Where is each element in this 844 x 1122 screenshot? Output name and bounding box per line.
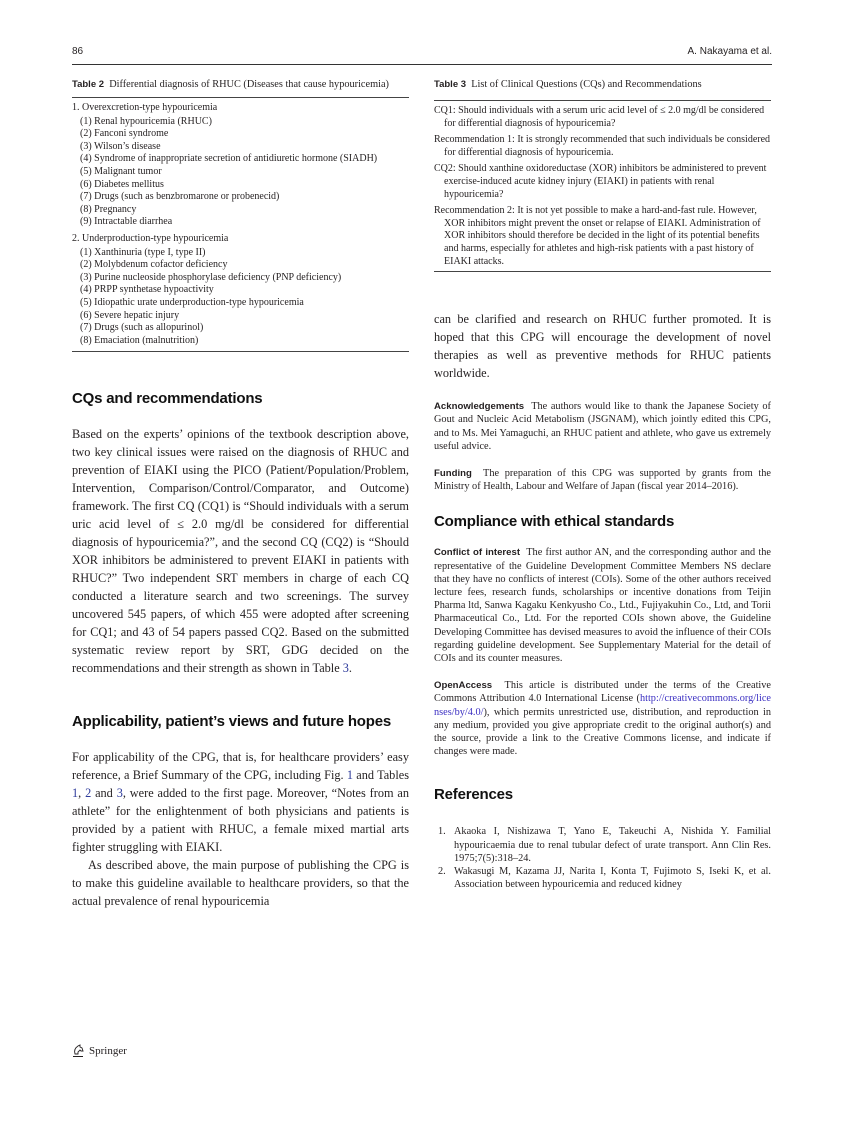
section-heading-cqs: CQs and recommendations [72,390,263,408]
group-heading: 1. Overexcretion-type hypouricemia [72,102,218,113]
applicability-paragraph-2: As described above, the main purpose of publishing the CPG is to make this guideline available to healthcare providers, so that the actual prevalence of renal hypouricemia [72,858,409,909]
table-item: (7) Drugs (such as allopurinol) [80,322,204,334]
table-item: (8) Pregnancy [80,203,137,215]
license-link[interactable]: http://creativecommons.org/licenses/by/4.0/ [434,693,771,718]
table-item: (6) Severe hepatic injury [80,309,180,321]
table-3 [434,78,771,272]
acknowledgements-label: Acknowledgements [434,401,525,413]
table-3-caption [434,78,771,91]
running-authors: A. Nakayama et al. [687,46,772,57]
cqs-paragraph: Based on the experts’ opinions of the textbook description above, two key clinical issues were raised on the diagnosis of RHUC and prevention of EIAKI using the PICO (Patient/Population/Problem, Intervention, Comparison/Control/Comparator, and Outcome) framework. The first CQ (CQ1) is “Should individuals with a serum uric acid level of ≤ 2.0 mg/dl be considered for differential diagnosis of hypouricemia?”, and the second CQ (CQ2) is “Should XOR inhibitors be administered to prevent EIAKI in patients with RHUC?” Two independent SRT members in charge of each CQ conducted a literature search and two screenings. The survey uncovered 545 papers, of which 455 were adopted after screening for CQ1; and 43 of 54 papers passed CQ2. Based on the submitted systematic review report by SRT, GDG decided on the recommendations and their strength as shown in Table 3. [72,427,409,676]
references-list [434,825,771,891]
running-header [72,46,772,60]
recommendation-2-entry: Recommendation 2: It is not yet possible to make a hard-and-fast rule. However, XOR inhibitors might prevent the onset or relapse of EIAKI. Administration of XOR inhibitors should therefore be decided in the light of its potential benefits and harms, especially for athletes and high-risk patients with a past history of EIAKI attacks. [434,205,761,267]
table-2-group [72,233,409,347]
group-heading: 2. Underproduction-type hypouricemia [72,232,229,244]
table-2-body [72,102,409,347]
open-access: OpenAccess This article is distributed under the terms of the Creative Commons Attribution 4.0 International License (http://creativecommons.org/licenses/by/4.0/), which permits unrestricted use, distribution, and reproduction in any medium, provided you give appropriate credit to the original author(s) and the source, provide a link to the Creative Commons license, and indicate if changes were made. [434,680,772,758]
reference-item: 1. Akaoka I, Nishizawa T, Yano E, Takeuchi A, Nishida Y. Familial hypouricaemia due to renal tubular defect of urate transport. Ann Clin Res. 1975;7(5):318–24. [438,826,771,864]
table-3-caption-text: List of Clinical Questions (CQs) and Recommendations [471,79,702,90]
table-item: (1) Xanthinuria (type I, type II) [80,246,206,258]
applicability-paragraph: For applicability of the CPG, that is, for healthcare providers’ easy reference, a Brief Summary of the CPG, including Fig. 1 and Tables 1, 2 and 3, were added to the first page. Moreover, “Notes from an athlete” for the enlightenment of both physicians and patients is provided by a patient with RHUC, a female mixed martial arts fighter struggling with EIAKI. [72,750,409,855]
publisher-name: Springer [89,1045,127,1057]
table-3-label: Table 3 [434,79,467,90]
table-item: (5) Malignant tumor [80,165,162,177]
funding-label: Funding [434,467,472,479]
table-rule-top [72,97,409,98]
right-column [434,78,771,891]
publisher-footer [72,1044,127,1058]
page-number: 86 [72,46,84,57]
table-2-group [72,102,409,229]
section-heading-applicability: Applicability, patient’s views and future hopes [72,713,391,731]
reference-item: 2. Wakasugi M, Kazama JJ, Narita I, Konta T, Fujimoto S, Iseki K, et al. Association between hypouricemia and reduced kidney [438,866,771,891]
table-rule-bottom [434,271,771,272]
acknowledgements: Acknowledgements The authors would like to thank the Japanese Society of Gout and Nucleic Acid Metabolism (JSGNAM), which jointly edited this CPG, and to Ms. Mei Yamaguchi, an RHUC patient and athlete, who gave us extremely useful advice. [434,401,771,452]
table-item: (7) Drugs (such as benzbromarone or probenecid) [80,191,280,203]
table-2-caption-text: Differential diagnosis of RHUC (Diseases that cause hypouricemia) [109,79,389,90]
section-heading-compliance: Compliance with ethical standards [434,513,675,531]
table-2-link[interactable]: 2 [85,786,92,801]
table-item: (9) Intractable diarrhea [80,216,173,228]
table-item: (2) Fanconi syndrome [80,128,169,140]
applicability-paragraph-2-continued: can be clarified and research on RHUC further promoted. It is hoped that this CPG will encourage the development of novel therapies as well as preventive methods for RHUC patients worldwide. [434,312,771,381]
section-heading-references: References [434,786,513,804]
table-item: (8) Emaciation (malnutrition) [80,334,199,346]
table-3-link[interactable]: 3 [116,786,123,801]
table-item: (4) PRPP synthetase hypoactivity [80,284,214,296]
table-item: (2) Molybdenum cofactor deficiency [80,259,228,271]
table-2-caption [72,78,409,91]
table-2-label: Table 2 [72,79,105,90]
table-2 [72,78,409,352]
left-column [72,78,409,910]
table-item: (5) Idiopathic urate underproduction-type hypouricemia [80,296,304,308]
table-item: (6) Diabetes mellitus [80,178,164,190]
conflict-of-interest: Conflict of interest The first author AN, and the corresponding author and the representative of the Guideline Development Committee Members NS declare that they have no conflicts of interest (COIs). Some of the other authors received lecture fees, research funds, scholarships or incentive donations from Teijin Pharma ltd, Sanwa Kagaku Kenkyusho Co., Ltd., Fujiyakuhin Co., Ltd, and Torii Pharmaceutical Co., Ltd. For the reported COIs shown above, the Guideline Developing Committee has devised measures to avoid the influence of their COIs regarding guideline development. See Supplementary Material for the detail of COIs and its counter measures. [434,547,771,664]
table-3-body [434,105,771,268]
open-access-label: OpenAccess [434,680,493,692]
table-item: (3) Purine nucleoside phosphorylase deficiency (PNP deficiency) [80,271,342,283]
fig-1-link[interactable]: 1 [346,768,354,783]
table-item: (1) Renal hypouricemia (RHUC) [80,115,212,127]
recommendation-1-entry: Recommendation 1: It is strongly recommended that such individuals be considered for differential diagnosis of hypouricemia. [434,134,771,158]
table-rule-top [434,100,771,101]
springer-horse-icon [72,1044,85,1058]
table-item: (3) Wilson’s disease [80,140,161,152]
table-rule-bottom [72,351,409,352]
header-rule [72,64,772,65]
cq2-entry: CQ2: Should xanthine oxidoreductase (XOR) inhibitors be administered to prevent exercise-induced acute kidney injury (EIAKI) in patients with renal hypouricemia? [434,163,767,200]
coi-label: Conflict of interest [434,547,521,559]
funding: Funding The preparation of this CPG was supported by grants from the Ministry of Health, Labour and Welfare of Japan (fiscal year 2014–2016). [434,467,771,493]
table-3-link[interactable]: 3 [342,661,349,676]
table-item: (4) Syndrome of inappropriate secretion of antidiuretic hormone (SIADH) [80,153,378,165]
table-1-link[interactable]: 1 [72,786,79,801]
cq1-entry: CQ1: Should individuals with a serum uric acid level of ≤ 2.0 mg/dl be considered for differential diagnosis of hypouricemia? [434,105,765,129]
